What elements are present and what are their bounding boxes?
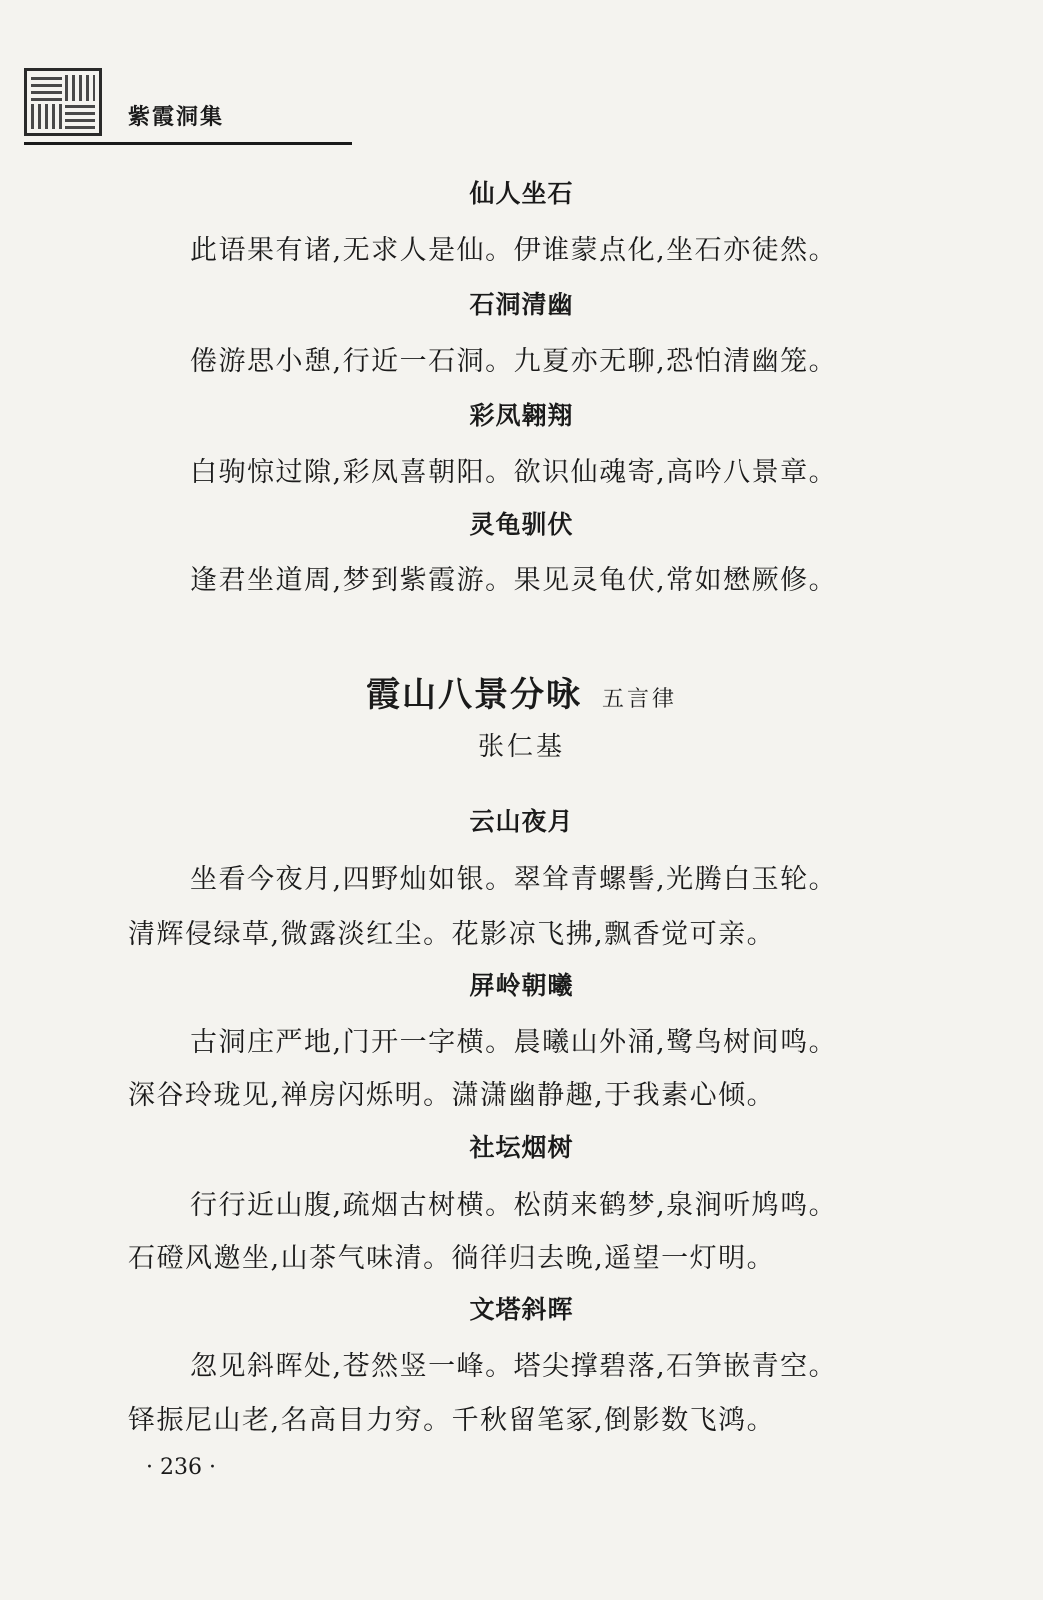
header-rule — [24, 142, 352, 145]
poem-title: 灵龟驯伏 — [469, 510, 574, 539]
poem-title: 仙人坐石 — [469, 179, 574, 208]
section-title: 霞山八景分咏 — [365, 675, 582, 715]
poem-title: 石洞清幽 — [469, 290, 574, 319]
section-heading — [0, 667, 1043, 716]
poem-line: 铎振尼山老,名高目力穷。千秋留笔冢,倒影数飞鸿。 — [128, 1405, 776, 1436]
poem-line: 坐看今夜月,四野灿如银。翠耸青螺髻,光腾白玉轮。 — [190, 864, 838, 895]
poem-title: 云山夜月 — [469, 807, 574, 836]
poem-title: 彩凤翱翔 — [469, 401, 574, 430]
poem-title: 屏岭朝曦 — [469, 971, 574, 1000]
poem-line: 石磴风邀坐,山茶气味清。徜徉归去晚,遥望一灯明。 — [128, 1243, 776, 1274]
page-number: · 236 · — [146, 1455, 216, 1480]
poem-line: 忽见斜晖处,苍然竖一峰。塔尖撑碧落,石笋嵌青空。 — [190, 1351, 838, 1382]
poem-line: 行行近山腹,疏烟古树横。松荫来鹤梦,泉涧听鸠鸣。 — [190, 1190, 838, 1221]
poem-line: 逢君坐道周,梦到紫霞游。果见灵龟伏,常如懋厥修。 — [190, 565, 838, 596]
running-title: 紫霞洞集 — [128, 105, 225, 130]
poem-line: 深谷玲珑见,禅房闪烁明。潇潇幽静趣,于我素心倾。 — [128, 1080, 776, 1111]
poem-line: 清辉侵绿草,微露淡红尘。花影凉飞拂,飘香觉可亲。 — [128, 919, 776, 950]
poem-title: 社坛烟树 — [469, 1133, 574, 1162]
poem-title: 文塔斜晖 — [469, 1295, 574, 1324]
verse-form: 五言律 — [601, 687, 677, 712]
poem-line: 倦游思小憩,行近一石洞。九夏亦无聊,恐怕清幽笼。 — [190, 346, 838, 377]
page-header — [24, 60, 354, 150]
poem-line: 此语果有诸,无求人是仙。伊谁蒙点化,坐石亦徒然。 — [190, 235, 838, 266]
seal-logo — [24, 68, 102, 136]
author-name: 张仁基 — [477, 732, 565, 762]
poem-line: 白驹惊过隙,彩凤喜朝阳。欲识仙魂寄,高吟八景章。 — [190, 457, 838, 488]
poem-line: 古洞庄严地,门开一字横。晨曦山外涌,鹭鸟树间鸣。 — [190, 1027, 838, 1058]
